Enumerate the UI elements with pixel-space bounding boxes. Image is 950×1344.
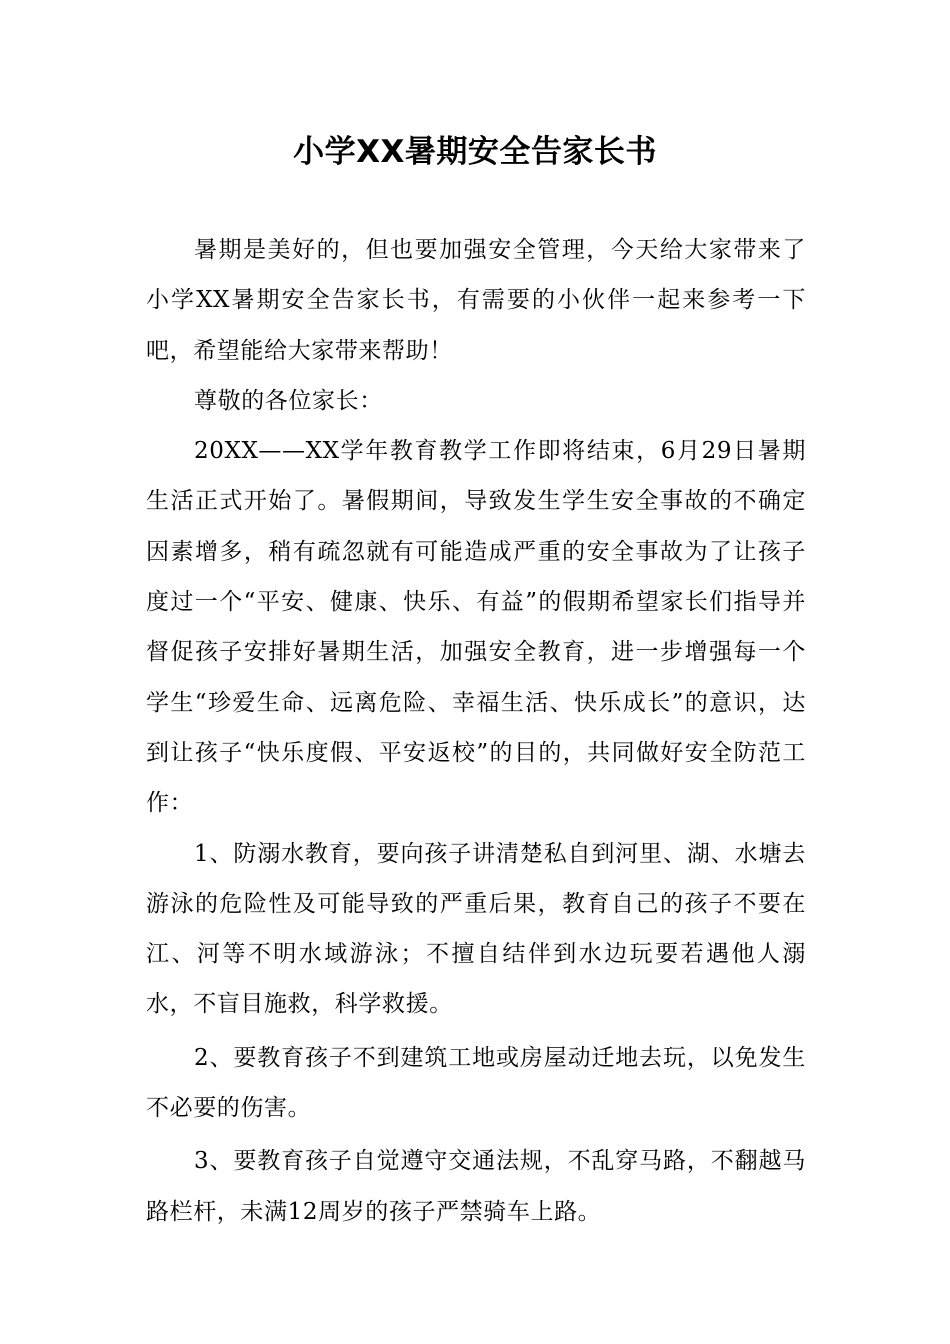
document-body [146, 225, 806, 1237]
item-3-paragraph: 3、要教育孩子自觉遵守交通法规，不乱穿马路，不翻越马路栏杆，未满12周岁的孩子严禁骑车上路。 [146, 1148, 806, 1225]
item-2-paragraph: 2、要教育孩子不到建筑工地或房屋动迁地去玩，以免发生不必要的伤害。 [146, 1044, 806, 1122]
salutation: 尊敬的各位家长： [194, 387, 383, 414]
document-title: 小学XX暑期安全告家长书 [293, 134, 657, 170]
item-1-paragraph: 1、防溺水教育，要向孩子讲清楚私自到河里、湖、水塘去游泳的危险性及可能导致的严重后果，教育自己的孩子不要在江、河等不明水域游泳；不擅自结伴到水边玩要若遇他人溺水，不盲目施救，科学救援。 [146, 840, 806, 1018]
intro-paragraph: 暑期是美好的，但也要加强安全管理，今天给大家带来了小学XX暑期安全告家长书，有需要的小伙伴一起来参考一下吧，希望能给大家带来帮助！ [146, 237, 806, 364]
main-paragraph: 20XX——XX学年教育教学工作即将结束，6月29日暑期生活正式开始了。暑假期间，导致发生学生安全事故的不确定因素增多，稍有疏忽就有可能造成严重的安全事故为了让孩子度过一个“平安、健康、快乐、有益”的假期希望家长们指导并督促孩子安排好暑期生活，加强安全教育，进一步增强每一个学生“珍爱生命、远离危险、幸福生活、快乐成长”的意识，达到让孩子“快乐度假、平安返校”的目的，共同做好安全防范工作： [146, 438, 806, 817]
